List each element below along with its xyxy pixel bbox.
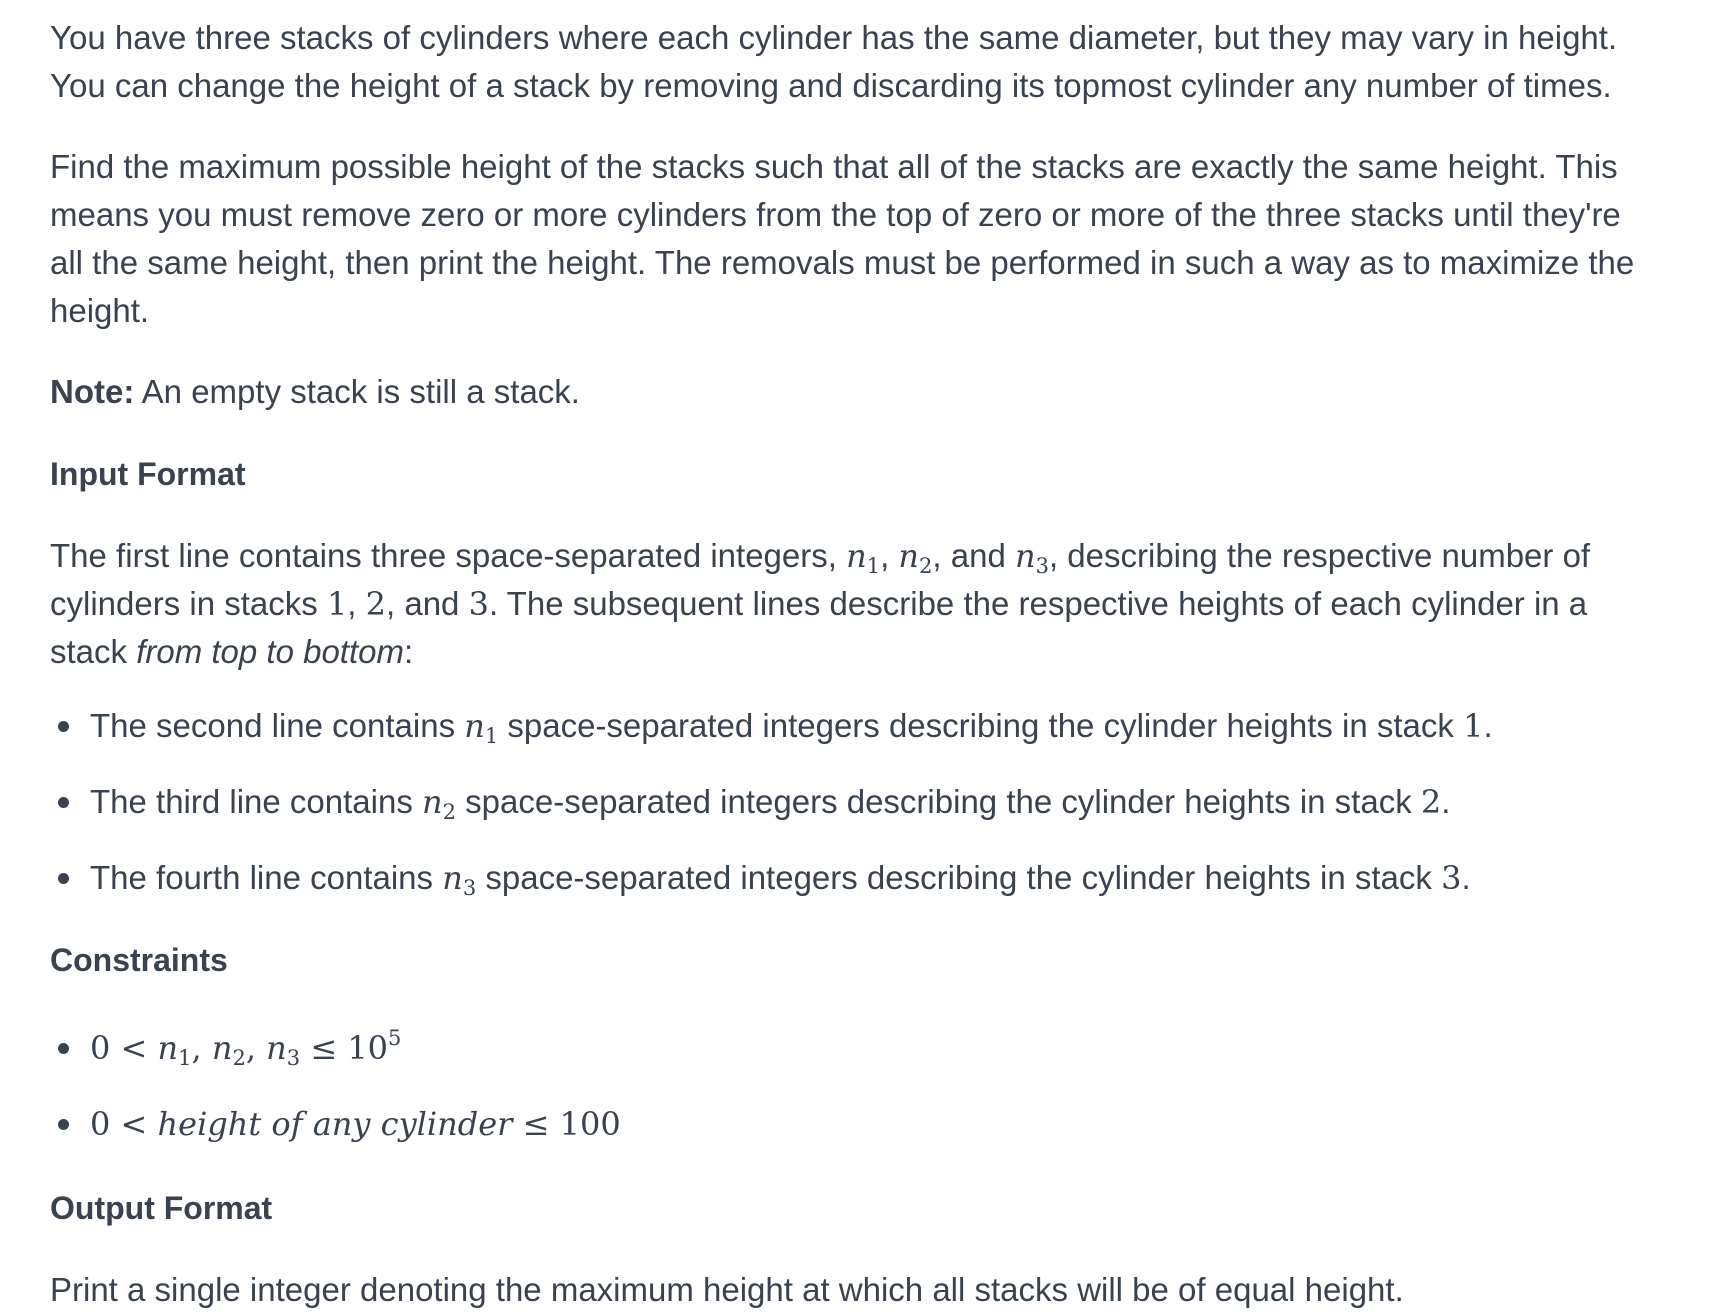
input-text: , — [347, 585, 366, 622]
math-n3: $n_3$ — [442, 859, 477, 900]
math-2: 2 — [365, 585, 386, 623]
bullet-icon — [58, 797, 69, 808]
note-label: Note: — [50, 373, 135, 410]
math-1: 1 — [1463, 707, 1484, 745]
constraints-list — [50, 1024, 1650, 1148]
intro-paragraph-1: You have three stacks of cylinders where each cylinder has the same diameter, but they may vary in height. You can change the height of a stack by removing and discarding its topmost cylinder any number of times. — [50, 19, 1618, 104]
input-text: , and — [386, 585, 469, 622]
input-format-paragraph — [50, 532, 1650, 676]
constraint-item-counts: $0 < n_1$, $n_2$, $n_3 \le 10^5$ — [50, 1024, 1650, 1072]
input-text: , and — [932, 537, 1015, 574]
math-n2: $n_2$ — [898, 537, 933, 578]
math-3: 3 — [1441, 859, 1462, 897]
math-1: 1 — [326, 585, 348, 623]
emphasis-top-to-bottom: from top to bottom — [136, 633, 404, 670]
bullet-icon — [58, 1043, 69, 1054]
constraint-item-height: 0 < height of any cylinder ≤ 100 — [50, 1100, 1650, 1148]
bullet-icon — [58, 1119, 69, 1130]
output-format-paragraph: Print a single integer denoting the maximum height at which all stacks will be of equal height. — [50, 1271, 1404, 1308]
math-n1: $n_1$ — [846, 537, 881, 578]
list-item: The fourth line contains $n_3$ space-separated integers describing the cylinder heights in stack 3. — [50, 854, 1650, 902]
output-format-heading: Output Format — [50, 1190, 273, 1226]
input-text: The first line contains three space-separated integers, — [50, 537, 847, 574]
constraints-heading: Constraints — [50, 942, 228, 978]
math-n1: $n_1$ — [464, 707, 499, 748]
math-3: 3 — [468, 585, 489, 623]
input-text: : — [404, 633, 414, 670]
intro-paragraph-2: Find the maximum possible height of the stacks such that all of the stacks are exactly the same height. This means you must remove zero or more cylinders from the top of zero or more of the three stacks until they're all the same height, then print the height. The removals must be performed in such a way as to maximize the height. — [50, 148, 1635, 329]
list-item: The third line contains $n_2$ space-separated integers describing the cylinder heights in stack 2. — [50, 778, 1650, 826]
input-format-list — [50, 702, 1650, 902]
bullet-icon — [58, 721, 69, 732]
math-2: 2 — [1420, 783, 1442, 821]
input-text: , — [880, 537, 899, 574]
input-text: , describing the respective number of cylinders in stacks — [50, 537, 1591, 622]
bullet-icon — [58, 873, 69, 884]
note-text: An empty stack is still a stack. — [134, 373, 580, 410]
input-text: . The subsequent lines describe the respective heights of each cylinder in a stack — [50, 585, 1588, 670]
list-item: The second line contains $n_1$ space-separated integers describing the cylinder heights in stack 1. — [50, 702, 1650, 750]
math-n3: $n_3$ — [1014, 537, 1049, 578]
note-paragraph — [50, 368, 1650, 416]
input-format-heading: Input Format — [50, 456, 246, 492]
math-n2: $n_2$ — [422, 783, 456, 824]
